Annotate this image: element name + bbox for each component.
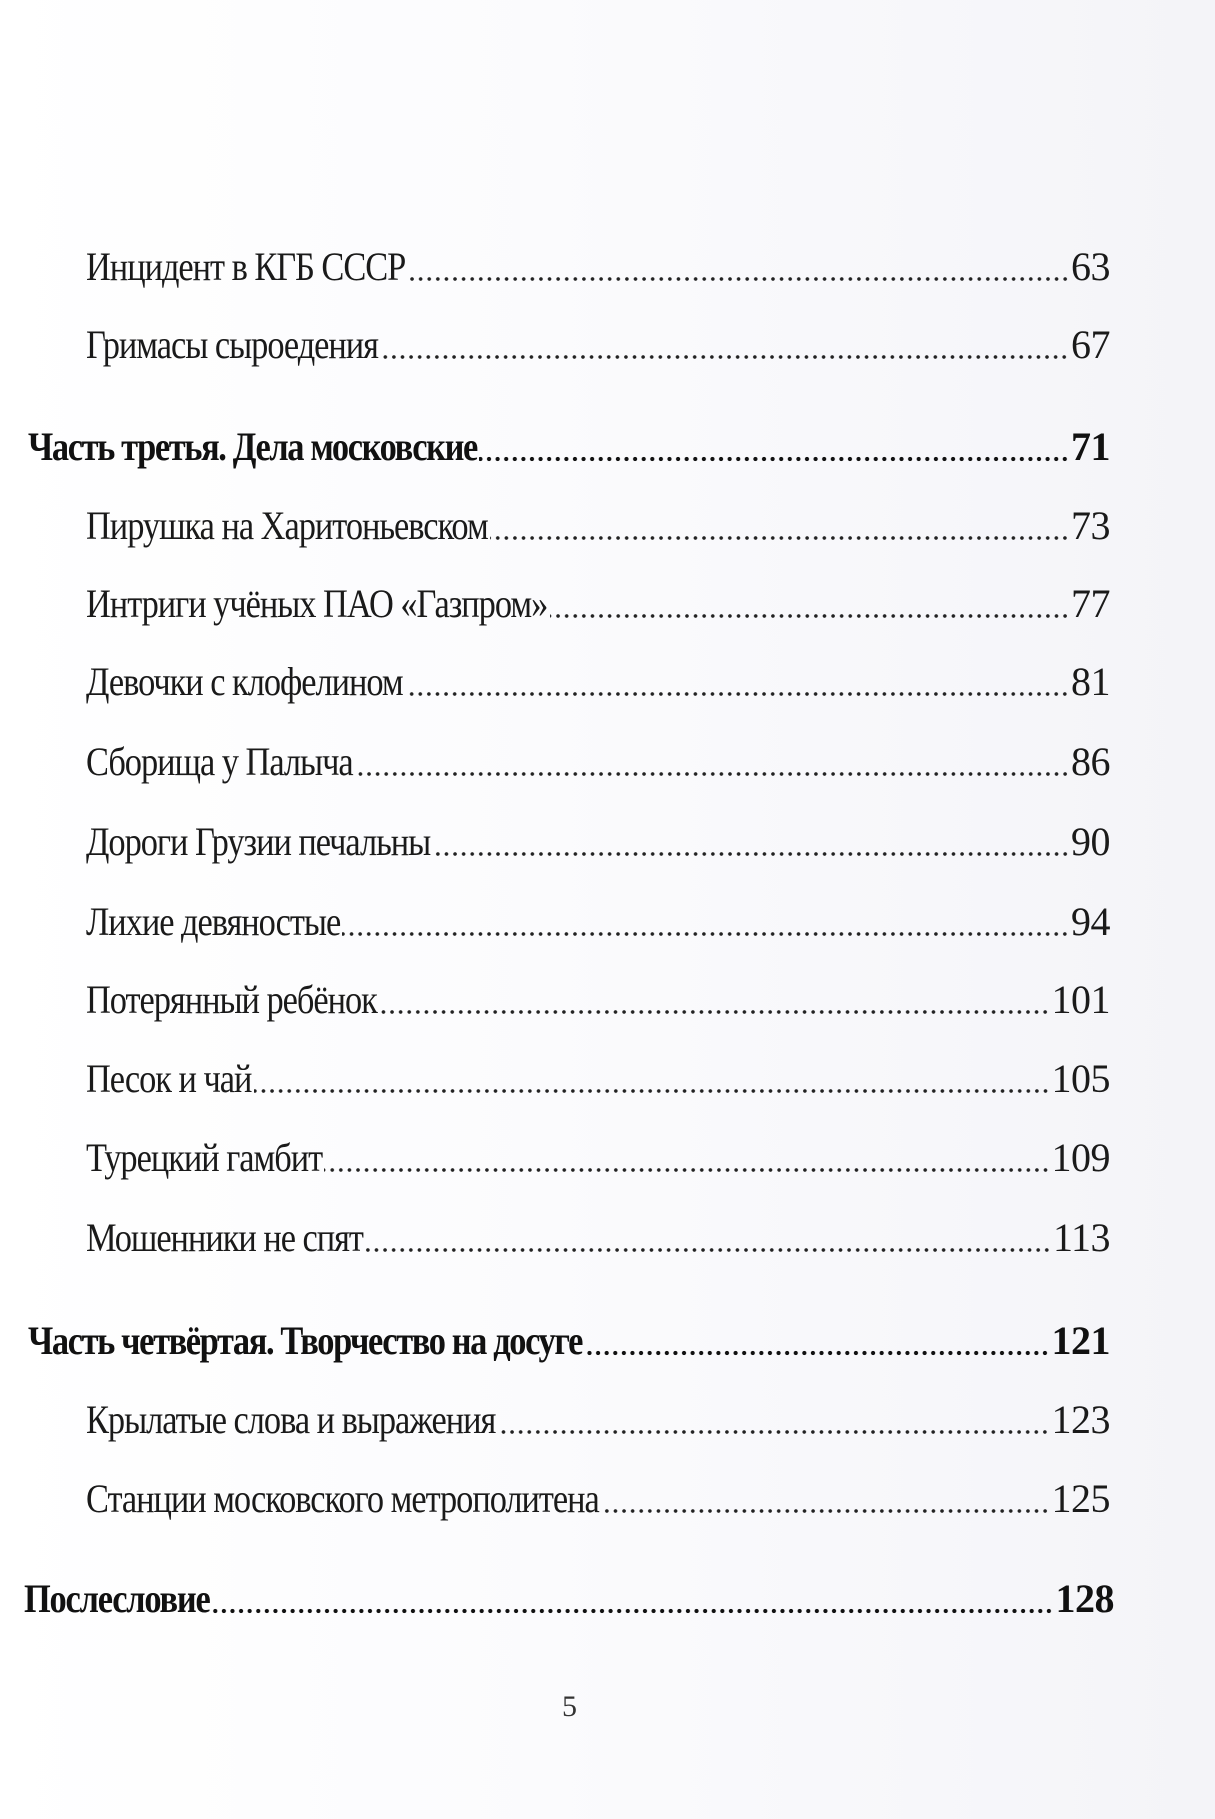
dot-leader xyxy=(355,771,1069,777)
dot-leader xyxy=(433,851,1070,857)
toc-entry-title: Девочки с клофелином xyxy=(86,659,403,704)
toc-entry-page: 73 xyxy=(1071,503,1110,548)
toc-entry[interactable] xyxy=(86,579,1110,629)
dot-leader xyxy=(379,1009,1049,1015)
toc-entry-page: 128 xyxy=(1055,1576,1114,1621)
dot-leader xyxy=(211,1608,1053,1614)
dot-leader xyxy=(479,456,1069,462)
toc-entry-page: 101 xyxy=(1051,977,1110,1022)
toc-entry[interactable] xyxy=(86,1474,1110,1524)
toc-entry-title: Турецкий гамбит xyxy=(86,1135,323,1180)
toc-entry-page: 123 xyxy=(1051,1397,1110,1442)
toc-entry[interactable] xyxy=(86,501,1110,551)
toc-entry-page: 109 xyxy=(1051,1135,1110,1180)
dot-leader xyxy=(365,1247,1051,1253)
toc-entry-page: 121 xyxy=(1051,1318,1110,1363)
toc-entry-title: Гримасы сыроедения xyxy=(86,322,378,367)
toc-entry-title: Мошенники не спят xyxy=(86,1215,363,1260)
dot-leader xyxy=(490,535,1069,541)
toc-entry-page: 81 xyxy=(1071,659,1110,704)
toc-entry-title: Станции московского метрополитена xyxy=(86,1476,599,1521)
toc-entry-title: Сборища у Палыча xyxy=(86,739,353,784)
toc-entry[interactable] xyxy=(86,1395,1110,1445)
toc-entry-title: Крылатые слова и выражения xyxy=(86,1397,496,1442)
toc-entry-page: 71 xyxy=(1071,424,1110,469)
dot-leader xyxy=(584,1350,1049,1356)
dot-leader xyxy=(254,1088,1050,1094)
toc-entry[interactable] xyxy=(86,1054,1110,1104)
toc-entry-page: 113 xyxy=(1052,1215,1110,1260)
toc-entry[interactable] xyxy=(86,1133,1110,1183)
toc-entry-title: Дороги Грузии печальны xyxy=(86,819,431,864)
toc-entry-page: 105 xyxy=(1051,1056,1110,1101)
toc-entry-page: 77 xyxy=(1071,581,1110,626)
dot-leader xyxy=(379,354,1069,360)
toc-entry-title: Потерянный ребёнок xyxy=(86,977,377,1022)
toc-part-heading[interactable] xyxy=(28,422,1110,472)
toc-entry-title: Интриги учёных ПАО «Газпром» xyxy=(86,581,548,626)
dot-leader xyxy=(342,931,1069,937)
toc-entry[interactable] xyxy=(86,1213,1110,1263)
page-number: 5 xyxy=(562,1690,577,1723)
toc-entry[interactable] xyxy=(86,817,1110,867)
dot-leader xyxy=(497,1429,1049,1435)
toc-entry-page: 67 xyxy=(1071,322,1110,367)
toc-part-heading[interactable] xyxy=(28,1316,1110,1366)
toc-entry-title: Лихие девяностые xyxy=(86,899,341,944)
dot-leader xyxy=(324,1167,1050,1173)
toc-entry-title: Инцидент в КГБ СССР xyxy=(86,244,406,289)
toc-entry-page: 94 xyxy=(1071,899,1110,944)
dot-leader xyxy=(405,691,1069,697)
toc-entry[interactable] xyxy=(86,657,1110,707)
dot-leader xyxy=(601,1508,1049,1514)
toc-entry[interactable] xyxy=(86,320,1110,370)
toc-entry-page: 125 xyxy=(1051,1476,1110,1521)
toc-afterword-heading[interactable] xyxy=(24,1574,1114,1624)
dot-leader xyxy=(408,276,1069,282)
toc-entry[interactable] xyxy=(86,897,1110,947)
toc-entry-title: Часть четвёртая. Творчество на досуге xyxy=(28,1318,583,1363)
toc-entry-title: Послесловие xyxy=(24,1576,210,1621)
toc-entry-title: Часть третья. Дела московские xyxy=(28,424,477,469)
toc-entry-title: Песок и чай xyxy=(86,1056,252,1101)
dot-leader xyxy=(550,613,1069,619)
toc-entry[interactable] xyxy=(86,975,1110,1025)
toc-entry[interactable] xyxy=(86,737,1110,787)
toc-entry[interactable] xyxy=(86,242,1110,292)
toc-entry-title: Пирушка на Харитоньевском xyxy=(86,503,488,548)
toc-entry-page: 63 xyxy=(1071,244,1110,289)
toc-entry-page: 86 xyxy=(1071,739,1110,784)
toc-entry-page: 90 xyxy=(1071,819,1110,864)
